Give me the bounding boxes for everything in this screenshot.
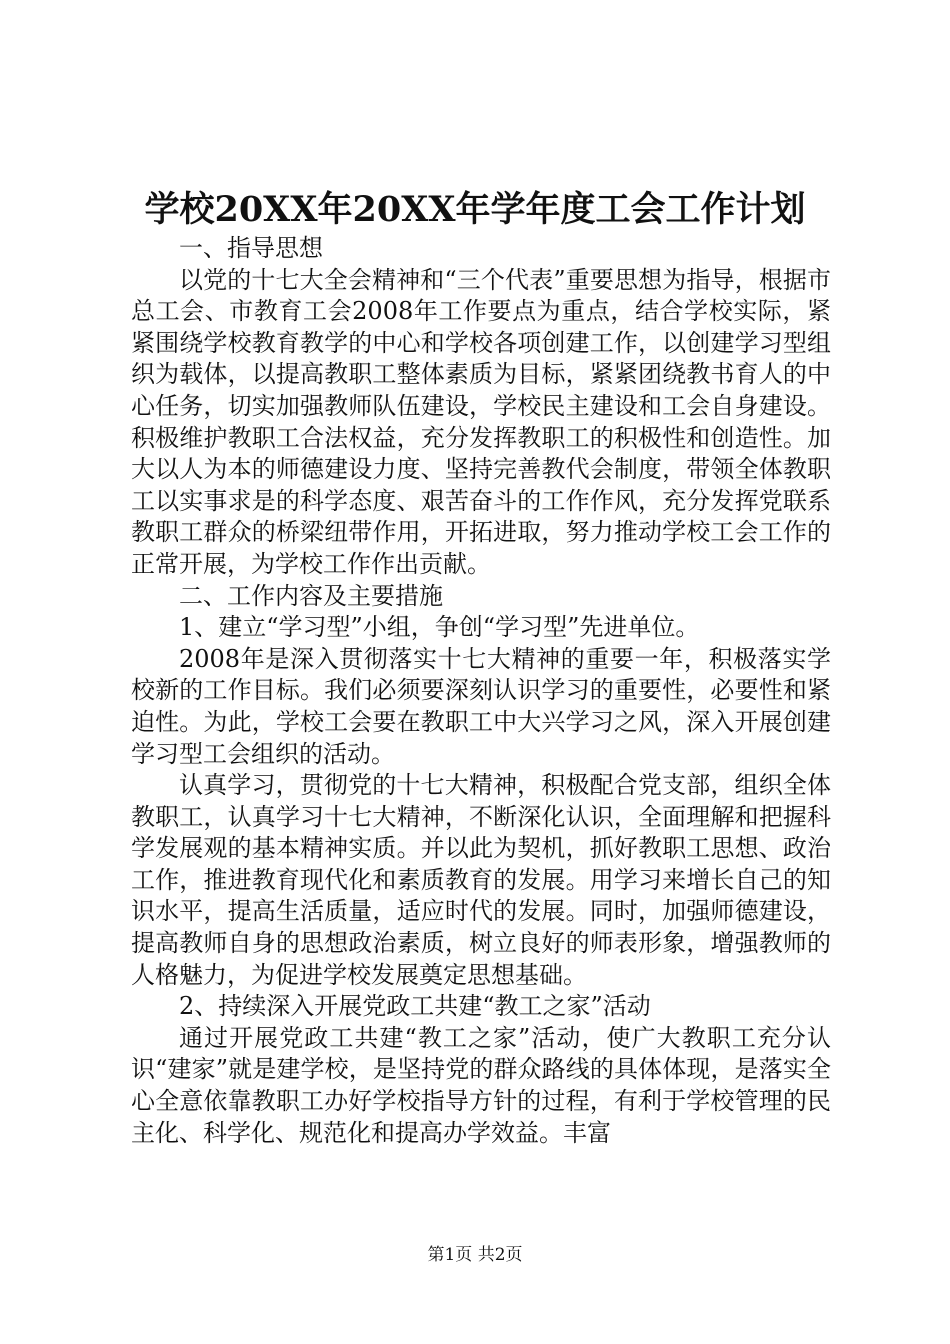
- document-title: 学校20XX年20XX年学年度工会工作计划: [144, 189, 806, 230]
- paragraph-2008-goals: 2008年是深入贯彻落实十七大精神的重要一年，积极落实学校新的工作目标。我们必须要深刻认识学习的重要性，必要性和紧迫性。为此，学校工会要在教职工中大兴学习之风，深入开展创建学习型工会组织的活动。: [131, 644, 831, 768]
- subheading-learning-group: 1、建立“学习型”小组，争创“学习型”先进单位。: [179, 613, 700, 642]
- section-heading-guiding-ideology: 一、指导思想: [179, 234, 323, 262]
- paragraph-staff-home-activity: 通过开展党政工共建“教工之家”活动，使广大教职工充分认识“建家”就是建学校，是坚持党的群众路线的具体体现，是落实全心全意依靠教职工办好学校指导方针的过程，有利于学校管理的民主化、科学化、规范化和提高办学效益。丰富: [131, 1023, 831, 1147]
- document-body: [131, 233, 831, 1149]
- subheading-staff-home: 2、持续深入开展党政工共建“教工之家”活动: [179, 992, 651, 1021]
- page-number-footer: 第1页 共2页: [427, 1245, 523, 1265]
- paragraph-serious-study: 认真学习，贯彻党的十七大精神，积极配合党支部，组织全体教职工，认真学习十七大精神，不断深化认识，全面理解和把握科学发展观的基本精神实质。并以此为契机，抓好教职工思想、政治工作，推进教育现代化和素质教育的发展。用学习来增长自己的知识水平，提高生活质量，适应时代的发展。同时，加强师德建设，提高教师自身的思想政治素质，树立良好的师表形象，增强教师的人格魅力，为促进学校发展奠定思想基础。: [131, 771, 831, 989]
- paragraph-guiding-ideology: 以党的十七大全会精神和“三个代表”重要思想为指导，根据市总工会、市教育工会2008年工作要点为重点，结合学校实际，紧紧围绕学校教育教学的中心和学校各项创建工作，以创建学习型组织为载体，以提高教职工整体素质为目标，紧紧团绕教书育人的中心任务，切实加强教师队伍建设，学校民主建设和工会自身建设。积极维护教职工合法权益，充分发挥教职工的积极性和创造性。加大以人为本的师德建设力度、坚持完善教代会制度，带领全体教职工以实事求是的科学态度、艰苦奋斗的工作作风，充分发挥党联系教职工群众的桥梁纽带作用，开拓进取，努力推动学校工会工作的正常开展，为学校工作作出贡献。: [131, 265, 831, 578]
- section-heading-work-content: 二、工作内容及主要措施: [179, 581, 443, 610]
